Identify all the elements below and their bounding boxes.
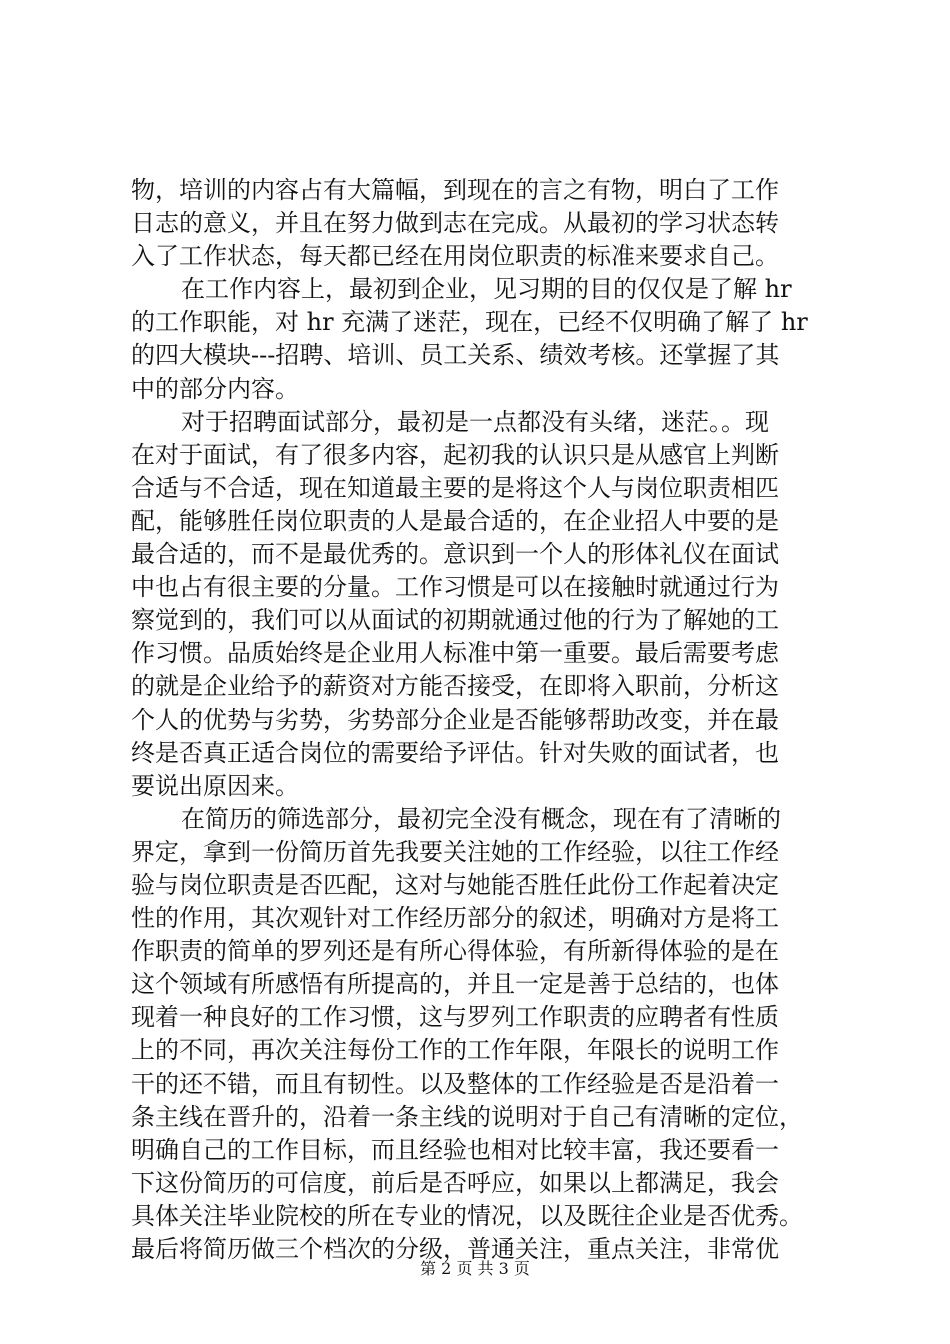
text-line: 在简历的筛选部分，最初完全没有概念，现在有了清晰的 xyxy=(181,804,781,833)
paragraph xyxy=(131,273,831,405)
text-line: 日志的意义，并且在努力做到志在完成。从最初的学习状态转 xyxy=(131,209,779,238)
text-line: 具体关注毕业院校的所在专业的情况，以及既往企业是否优秀。 xyxy=(131,1201,803,1230)
text-line: 明确自己的工作目标，而且经验也相对比较丰富，我还要看一 xyxy=(131,1135,779,1164)
text-line: 干的还不错，而且有韧性。以及整体的工作经验是否是沿着一 xyxy=(131,1069,779,1098)
text-line: 在工作内容上，最初到企业，见习期的目的仅仅是了解 hr xyxy=(181,275,792,304)
text-line: 合适与不合适，现在知道最主要的是将这个人与岗位职责相匹 xyxy=(131,473,779,502)
text-line: 作习惯。品质始终是企业用人标准中第一重要。最后需要考虑 xyxy=(131,639,779,668)
text-line: 上的不同，再次关注每份工作的工作年限，年限长的说明工作 xyxy=(131,1036,779,1065)
text-line: 个人的优势与劣势，劣势部分企业是否能够帮助改变，并在最 xyxy=(131,705,779,734)
text-line: 性的作用，其次观针对工作经历部分的叙述，明确对方是将工 xyxy=(131,904,779,933)
text-line: 在对于面试，有了很多内容，起初我的认识只是从感官上判断 xyxy=(131,440,779,469)
text-line: 的工作职能，对 hr 充满了迷茫，现在，已经不仅明确了解了 hr xyxy=(131,308,808,337)
paragraph xyxy=(131,803,831,1266)
page-number-footer: 第 2 页 共 3 页 xyxy=(420,1259,530,1278)
text-line: 配，能够胜任岗位职责的人是最合适的，在企业招人中要的是 xyxy=(131,506,779,535)
text-line: 作职责的简单的罗列还是有所心得体验，有所新得体验的是在 xyxy=(131,937,779,966)
text-line: 的四大模块---招聘、培训、员工关系、绩效考核。还掌握了其 xyxy=(131,341,780,370)
text-line: 中也占有很主要的分量。工作习惯是可以在接触时就通过行为 xyxy=(131,573,779,602)
text-line: 条主线在晋升的，沿着一条主线的说明对于自己有清晰的定位， xyxy=(131,1102,803,1131)
text-line: 要说出原因来。 xyxy=(131,771,299,800)
text-line: 物，培训的内容占有大篇幅，到现在的言之有物，明白了工作 xyxy=(131,176,779,204)
paragraph xyxy=(131,174,831,273)
text-line: 的就是企业给予的薪资对方能否接受，在即将入职前，分析这 xyxy=(131,672,779,701)
text-line: 下这份简历的可信度，前后是否呼应，如果以上都满足，我会 xyxy=(131,1168,779,1197)
text-line: 最后将简历做三个档次的分级，普通关注，重点关注，非常优 xyxy=(131,1235,779,1263)
text-line: 入了工作状态，每天都已经在用岗位职责的标准来要求自己。 xyxy=(131,242,779,271)
text-line: 察觉到的，我们可以从面试的初期就通过他的行为了解她的工 xyxy=(131,606,779,635)
text-line: 最合适的，而不是最优秀的。意识到一个人的形体礼仪在面试 xyxy=(131,540,779,569)
text-line: 界定，拿到一份简历首先我要关注她的工作经验，以往工作经 xyxy=(131,837,779,866)
paragraph xyxy=(131,406,831,803)
text-line: 这个领域有所感悟有所提高的，并且一定是善于总结的，也体 xyxy=(131,970,779,999)
text-line: 对于招聘面试部分，最初是一点都没有头绪，迷茫。。现 xyxy=(181,407,769,436)
document-body xyxy=(131,174,831,1266)
text-line: 终是否真正适合岗位的需要给予评估。针对失败的面试者，也 xyxy=(131,738,779,767)
text-line: 现着一种良好的工作习惯，这与罗列工作职责的应聘者有性质 xyxy=(131,1003,779,1032)
text-line: 验与岗位职责是否匹配，这对与她能否胜任此份工作起着决定 xyxy=(131,870,779,899)
text-line: 中的部分内容。 xyxy=(131,374,299,403)
